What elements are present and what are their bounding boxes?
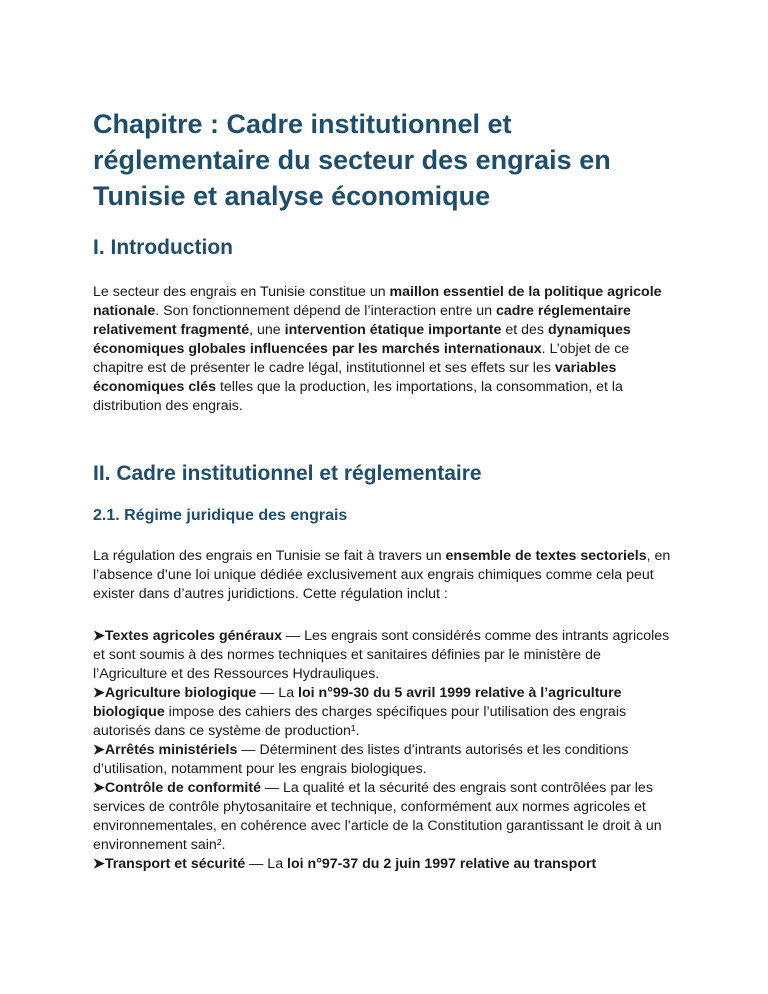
bold-run: loi n°97-37 du 2 juin 1997 relative au transport [287,856,597,872]
section-heading-cadre: II. Cadre institutionnel et réglementaire [93,462,482,485]
arrow-icon: ➤ [93,628,105,644]
regulation-list [93,627,678,874]
list-item [93,684,678,741]
item-label: Textes agricoles généraux [104,628,283,644]
regime-paragraph [93,547,678,604]
arrow-icon: ➤ [93,856,105,872]
text-run: La régulation des engrais en Tunisie se fait à travers un [93,548,446,564]
text-run: , en l’absence d’une loi unique dédiée exclusivement aux engrais chimiques comme cela peut exister dans d’autres juridictions. Cette régulation inclut : [93,548,671,602]
item-label: Transport et sécurité [104,856,246,872]
bold-run: maillon essentiel de la politique agricole nationale [93,284,662,319]
bold-run: ensemble de textes sectoriels [445,548,647,564]
arrow-icon: ➤ [93,685,105,701]
list-item [93,627,678,684]
item-text: impose des cahiers des charges spécifiques pour l’utilisation des engrais autorisés dans ce système de production¹. [93,704,627,739]
arrow-icon: ➤ [93,780,105,796]
introduction-paragraph [93,283,678,416]
bold-run: variables économiques clés [93,360,617,395]
list-item [93,779,678,855]
chapter-title: Chapitre : Cadre institutionnel et réglementaire du secteur des engrais en Tunisie et analyse économique [93,109,611,211]
item-label: Contrôle de conformité [104,780,261,796]
document-page [93,106,678,874]
list-item [93,855,678,874]
text-run: . L’objet de ce chapitre est de présenter le cadre légal, institutionnel et ses effets sur les [93,341,630,376]
bold-run: cadre réglementaire relativement fragmenté [93,303,631,338]
bold-run: intervention étatique importante [284,322,502,338]
item-text: — La [256,685,299,701]
text-run: , une [249,322,285,338]
item-text: — La [245,856,288,872]
bold-run: dynamiques économiques globales influencées par les marchés internationaux [93,322,631,357]
text-run: telles que la production, les importations, la consommation, et la distribution des engrais. [93,379,623,414]
section-heading-introduction: I. Introduction [93,236,233,259]
bold-run: loi n°99-30 du 5 avril 1999 relative à l’agriculture biologique [93,685,622,720]
text-run: et des [501,322,548,338]
item-label: Arrêtés ministériels [104,742,238,758]
item-text: — Les engrais sont considérés comme des intrants agricoles et sont soumis à des normes techniques et sanitaires définies par le ministère de l’Agriculture et des Ressources Hydrauliques. [93,628,670,682]
text-run: . Son fonctionnement dépend de l’interaction entre un [155,303,497,319]
item-text: — Déterminent des listes d’intrants autorisés et les conditions d’utilisation, notamment pour les engrais biologiques. [93,742,629,777]
list-item [93,741,678,779]
text-run: Le secteur des engrais en Tunisie constitue un [93,284,390,300]
arrow-icon: ➤ [93,742,105,758]
subsection-heading-regime: 2.1. Régime juridique des engrais [93,507,348,524]
item-label: Agriculture biologique [104,685,257,701]
item-text: — La qualité et la sécurité des engrais sont contrôlées par les services de contrôle phytosanitaire et technique, conformément aux normes agricoles et environnementales, en cohérence avec l’article de la Constitution garantissant le droit à un environnement sain². [93,780,662,853]
